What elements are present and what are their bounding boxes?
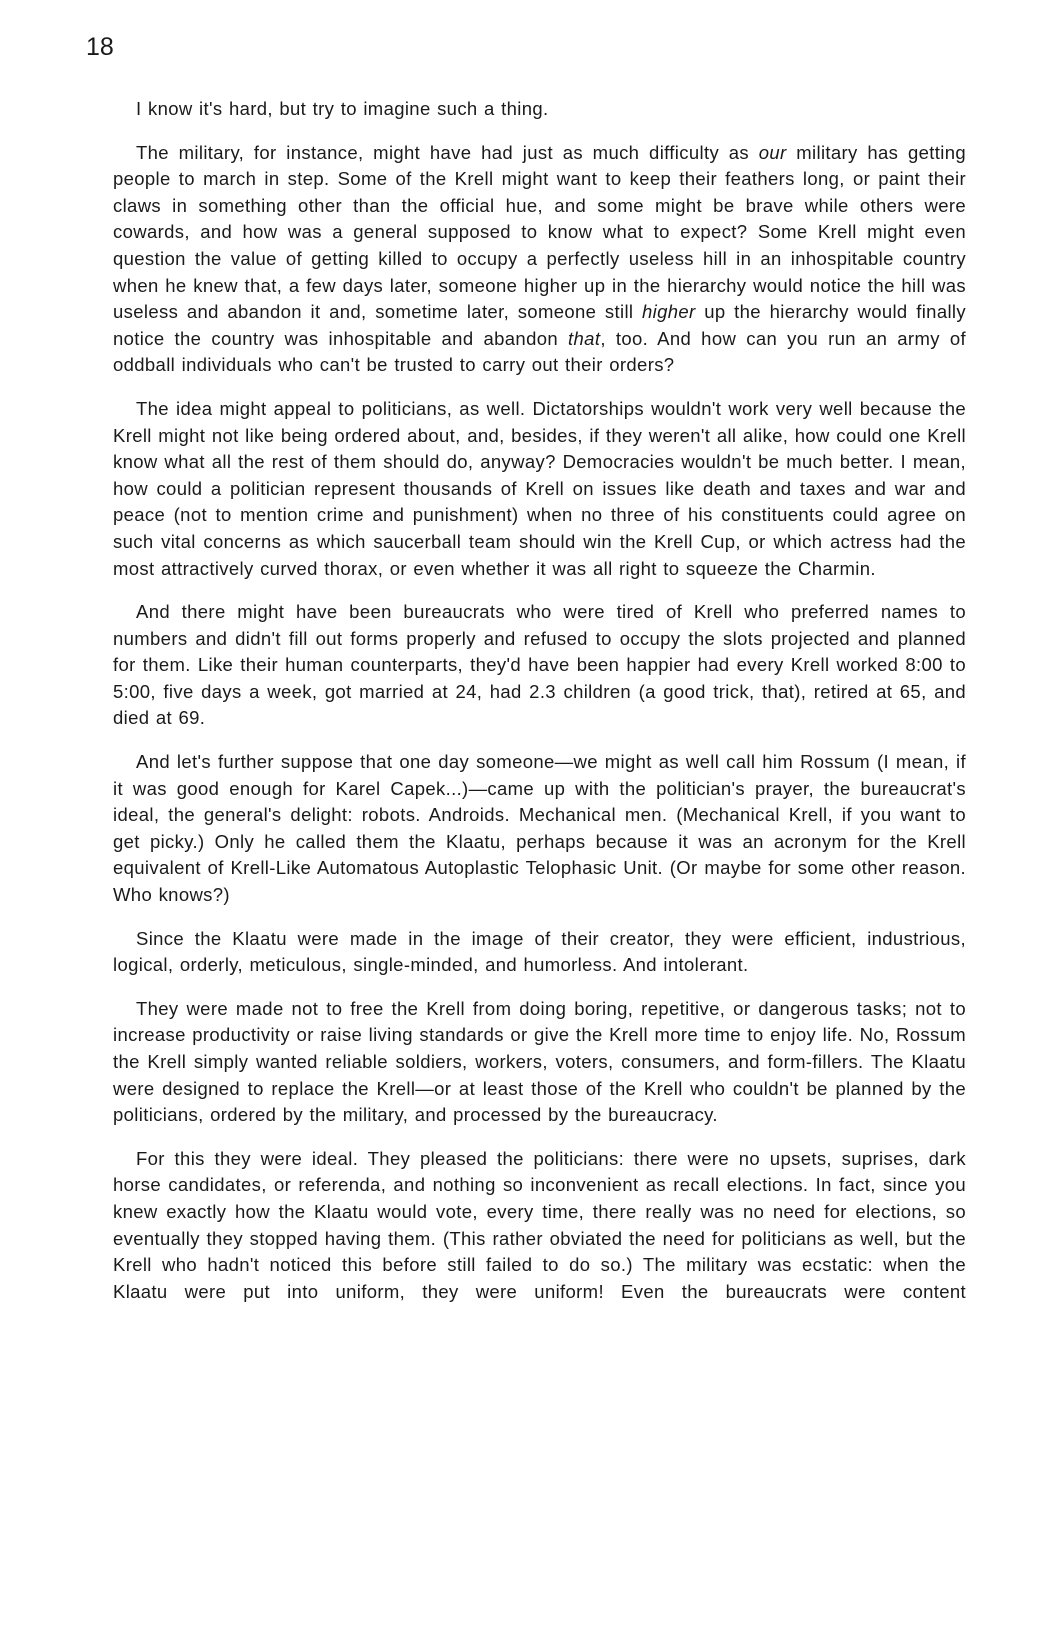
text-run: And let's further suppose that one day someone—we might as well call him Rossum (I mean, if it was good enough for Karel Capek...)—came up with the politician's prayer, the bureaucrat's ideal, the general's delight: robots. Androids. Mechanical men. (Mechanical Krell, if you want to get picky.) Only he called them the Klaatu, perhaps because it was an acronym for the Krell equivalent of Krell-Like Automatous Autoplastic Telophasic Unit. (Or maybe for some other reason. Who knows?) [113, 751, 966, 906]
text-run: , too. And how can you run an army of oddball individuals who can't be trusted to carry out their orders? [113, 327, 966, 376]
text-run: For this they were ideal. They pleased the politicians: there were no upsets, suprises, dark horse candidates, or referenda, and nothing so inconvenient as recall elections. In fact, since you knew exactly how the Klaatu would vote, every time, there really was no need for elections, so eventually they stopped having them. (This rather obviated the need for politicians as well, but the Krell who hadn't noticed this before still failed to do so.) The military was ecstatic: when the Klaatu were put into uniform, they were uniform! Even the bureaucrats were content [113, 1147, 966, 1302]
paragraph-4 [113, 599, 966, 732]
paragraph-8 [113, 1146, 966, 1306]
body-text [113, 96, 966, 1322]
paragraph-3 [113, 396, 966, 582]
text-run: military has getting people to march in step. Some of the Krell might want to keep their feathers long, or paint their claws in something other than the official hue, and some might be brave while others were cowards, and how was a general supposed to know what to expect? Some Krell might even question the value of getting killed to occupy a perfectly useless hill in an inhospitable country when he knew that, a few days later, someone higher up in the hierarchy would notice the hill was useless and abandon it and, sometime later, someone still [113, 141, 966, 323]
italic-run: our [758, 141, 787, 163]
paragraph-2 [113, 140, 966, 379]
text-run: The military, for instance, might have had just as much difficulty as [136, 141, 759, 163]
italic-run: higher [642, 301, 696, 323]
italic-run: that [568, 327, 601, 349]
page-number: 18 [86, 33, 114, 61]
text-run: Since the Klaatu were made in the image of their creator, they were efficient, industrious, logical, orderly, meticulous, single-minded, and humorless. And intolerant. [113, 927, 966, 976]
text-run: They were made not to free the Krell from doing boring, repetitive, or dangerous tasks; not to increase productivity or raise living standards or give the Krell more time to enjoy life. No, Rossum the Krell simply wanted reliable soldiers, workers, voters, consumers, and form-fillers. The Klaatu were designed to replace the Krell—or at least those of the Krell who couldn't be planned by the politicians, ordered by the military, and processed by the bureaucracy. [113, 997, 966, 1126]
text-run: The idea might appeal to politicians, as well. Dictatorships wouldn't work very well because the Krell might not like being ordered about, and, besides, if they weren't all alike, how could one Krell know what all the rest of them should do, anyway? Democracies wouldn't be much better. I mean, how could a politician represent thousands of Krell on issues like death and taxes and war and peace (not to mention crime and punishment) when no three of his constituents could agree on such vital concerns as which saucerball team should win the Krell Cup, or which actress had the most attractively curved thorax, or even whether it was all right to squeeze the Charmin. [113, 397, 966, 579]
paragraph-7 [113, 996, 966, 1129]
text-run: I know it's hard, but try to imagine such a thing. [136, 98, 549, 119]
text-run: up the hierarchy would finally notice the country was inhospitable and abandon [113, 301, 966, 349]
text-run: And there might have been bureaucrats who were tired of Krell who preferred names to numbers and didn't fill out forms properly and refused to occupy the slots projected and planned for them. Like their human counterparts, they'd have been happier had every Krell worked 8:00 to 5:00, five days a week, got married at 24, had 2.3 children (a good trick, that), retired at 65, and died at 69. [113, 601, 966, 729]
paragraph-6 [113, 926, 966, 979]
paragraph-5 [113, 749, 966, 909]
paragraph-1 [113, 96, 966, 123]
